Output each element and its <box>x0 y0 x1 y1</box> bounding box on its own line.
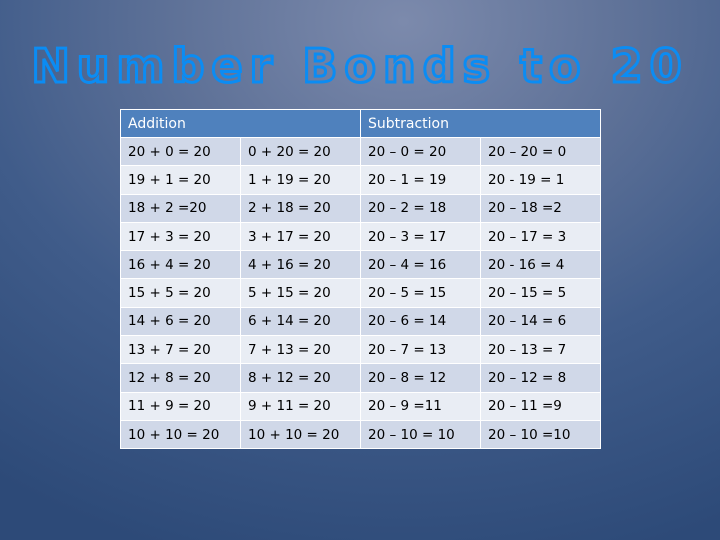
table-row <box>121 420 601 448</box>
subtraction-cell: 20 – 2 = 18 <box>361 194 481 222</box>
addition-cell: 17 + 3 = 20 <box>121 222 241 250</box>
table-row <box>121 392 601 420</box>
subtraction-inverse-cell: 20 – 17 = 3 <box>481 222 601 250</box>
table-row <box>121 364 601 392</box>
addition-commuted-cell: 8 + 12 = 20 <box>241 364 361 392</box>
subtraction-cell: 20 – 4 = 16 <box>361 251 481 279</box>
addition-cell: 14 + 6 = 20 <box>121 307 241 335</box>
addition-commuted-cell: 5 + 15 = 20 <box>241 279 361 307</box>
table-row <box>121 222 601 250</box>
addition-cell: 20 + 0 = 20 <box>121 138 241 166</box>
table-row <box>121 138 601 166</box>
subtraction-inverse-cell: 20 – 13 = 7 <box>481 336 601 364</box>
addition-cell: 18 + 2 =20 <box>121 194 241 222</box>
subtraction-inverse-cell: 20 – 18 =2 <box>481 194 601 222</box>
subtraction-cell: 20 – 8 = 12 <box>361 364 481 392</box>
addition-commuted-cell: 4 + 16 = 20 <box>241 251 361 279</box>
subtraction-header: Subtraction <box>361 110 601 138</box>
table-row <box>121 194 601 222</box>
subtraction-inverse-cell: 20 – 15 = 5 <box>481 279 601 307</box>
subtraction-cell: 20 – 1 = 19 <box>361 166 481 194</box>
addition-commuted-cell: 7 + 13 = 20 <box>241 336 361 364</box>
addition-cell: 12 + 8 = 20 <box>121 364 241 392</box>
table-header-row <box>121 110 601 138</box>
addition-commuted-cell: 1 + 19 = 20 <box>241 166 361 194</box>
subtraction-cell: 20 – 0 = 20 <box>361 138 481 166</box>
table-row <box>121 166 601 194</box>
subtraction-cell: 20 – 9 =11 <box>361 392 481 420</box>
addition-commuted-cell: 0 + 20 = 20 <box>241 138 361 166</box>
addition-cell: 19 + 1 = 20 <box>121 166 241 194</box>
addition-cell: 13 + 7 = 20 <box>121 336 241 364</box>
number-bonds-table <box>120 109 601 449</box>
subtraction-cell: 20 – 7 = 13 <box>361 336 481 364</box>
addition-commuted-cell: 9 + 11 = 20 <box>241 392 361 420</box>
addition-cell: 11 + 9 = 20 <box>121 392 241 420</box>
addition-cell: 16 + 4 = 20 <box>121 251 241 279</box>
addition-header: Addition <box>121 110 361 138</box>
subtraction-inverse-cell: 20 – 14 = 6 <box>481 307 601 335</box>
slide-title: Number Bonds to 20 <box>31 39 689 93</box>
subtraction-inverse-cell: 20 - 16 = 4 <box>481 251 601 279</box>
addition-commuted-cell: 10 + 10 = 20 <box>241 420 361 448</box>
subtraction-cell: 20 – 5 = 15 <box>361 279 481 307</box>
table-row <box>121 307 601 335</box>
addition-cell: 10 + 10 = 20 <box>121 420 241 448</box>
addition-commuted-cell: 3 + 17 = 20 <box>241 222 361 250</box>
table-row <box>121 251 601 279</box>
subtraction-inverse-cell: 20 – 12 = 8 <box>481 364 601 392</box>
subtraction-inverse-cell: 20 – 10 =10 <box>481 420 601 448</box>
subtraction-inverse-cell: 20 – 11 =9 <box>481 392 601 420</box>
addition-commuted-cell: 6 + 14 = 20 <box>241 307 361 335</box>
subtraction-inverse-cell: 20 - 19 = 1 <box>481 166 601 194</box>
table-row <box>121 279 601 307</box>
subtraction-inverse-cell: 20 – 20 = 0 <box>481 138 601 166</box>
subtraction-cell: 20 – 10 = 10 <box>361 420 481 448</box>
table-row <box>121 336 601 364</box>
addition-cell: 15 + 5 = 20 <box>121 279 241 307</box>
subtraction-cell: 20 – 6 = 14 <box>361 307 481 335</box>
addition-commuted-cell: 2 + 18 = 20 <box>241 194 361 222</box>
subtraction-cell: 20 – 3 = 17 <box>361 222 481 250</box>
